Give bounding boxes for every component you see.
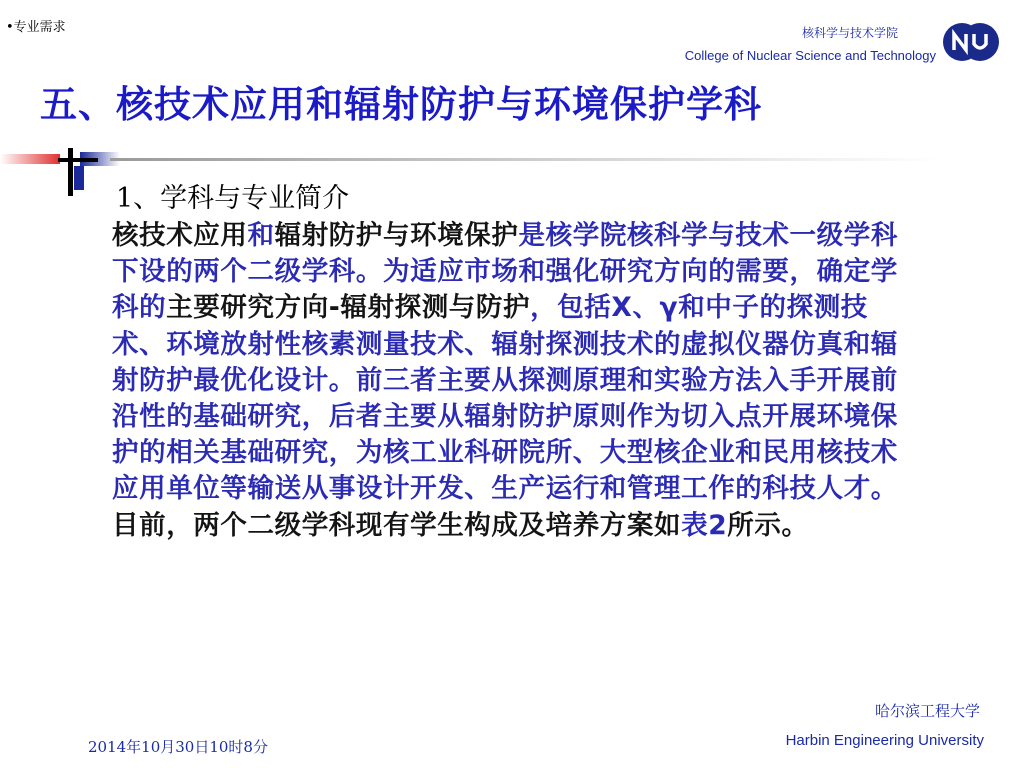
body-segment: 是核学院核科学与技术一级学科下设的两个二级学科。为适应市场和强化研究方向的需要，确定学科的 bbox=[112, 220, 898, 324]
body-segment: 目前，两个二级学科现有学生构成及培养方案如 bbox=[112, 509, 682, 541]
body-segment: 主要研究方向-辐射探测与防护 bbox=[166, 292, 531, 324]
breadcrumb: •专业需求 bbox=[6, 20, 66, 35]
slide-title: 五、核技术应用和辐射防护与环境保护学科 bbox=[40, 83, 762, 126]
body-paragraph bbox=[112, 218, 912, 544]
university-name-cn: 哈尔滨工程大学 bbox=[874, 702, 980, 720]
body-segment: ，包括X、γ和中子的探测技术、环境放射性核素测量技术、辐射探测技术的虚拟仪器仿真和辐射防护最优化设计。前三者主要从探测原理和实验方法入手开展前沿性的基础研究，后者主要从辐射防护原则作为切入点开展环境保护的相关基础研究，为核工业科研院所、大型核企业和民用核技术应用单位等输送从事设计开发、生产运行和管理工作的科技人才。 bbox=[112, 292, 898, 505]
university-name-en: Harbin Engineering University bbox=[785, 732, 984, 749]
section-subtitle: 1、学科与专业简介 bbox=[116, 183, 350, 214]
college-name-en: College of Nuclear Science and Technology bbox=[684, 48, 936, 63]
slide-date: 2014年10月30日10时8分 bbox=[88, 738, 268, 756]
body-segment: 表2 bbox=[681, 509, 728, 541]
body-segment: 和 bbox=[247, 220, 275, 251]
college-name-cn: 核科学与技术学院 bbox=[801, 26, 898, 40]
body-segment: 辐射防护与环境保护 bbox=[274, 220, 519, 251]
college-logo-icon bbox=[940, 20, 1000, 64]
body-segment: 所示。 bbox=[727, 509, 809, 541]
body-segment: 核技术应用 bbox=[112, 220, 248, 251]
